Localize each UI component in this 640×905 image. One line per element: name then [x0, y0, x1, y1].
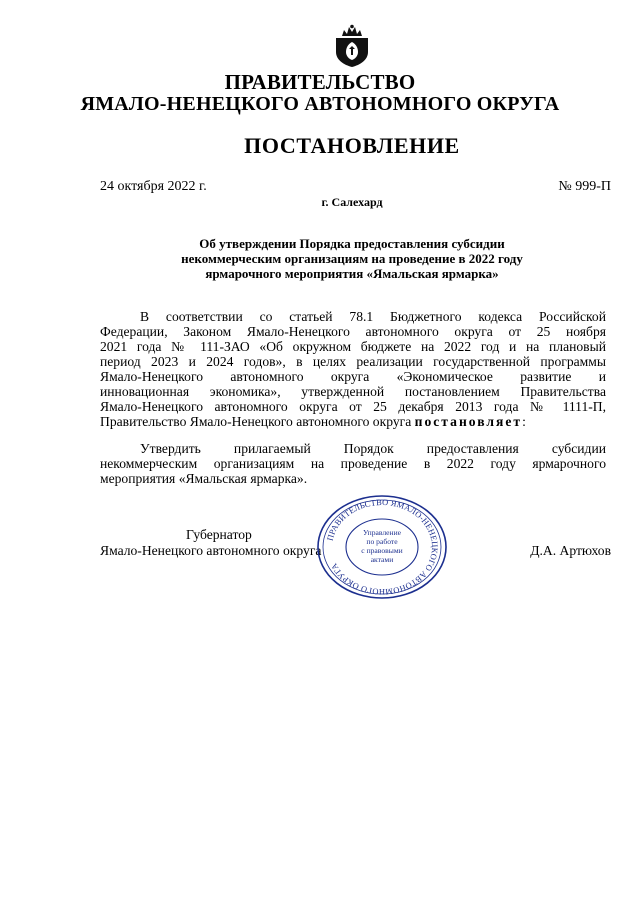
paragraph-line: Федерации, Законом Ямало-Ненецкого автономного округа от 25 ноября: [100, 324, 606, 339]
resolution-paragraph: [100, 441, 606, 486]
paragraph-line: Утвердить прилагаемый Порядок предоставления субсидии: [140, 441, 606, 456]
paragraph-line: Ямало-Ненецкого автономного округа от 25 декабря 2013 года № 1111-П,: [100, 399, 606, 414]
coat-of-arms-icon: [334, 24, 370, 68]
signatory-region: Ямало-Ненецкого автономного округа: [100, 543, 322, 558]
paragraph-line: мероприятия «Ямальская ярмарка».: [100, 471, 308, 486]
paragraph-line: инновационная экономика», утвержденной постановлением Правительства: [100, 384, 606, 399]
signatory-title: Губернатор: [186, 527, 252, 542]
paragraph-line: В соответствии со статьей 78.1 Бюджетного кодекса Российской: [140, 309, 606, 324]
stamp-ring-text: ПРАВИТЕЛЬСТВО ЯМАЛО-НЕНЕЦКОГО АВТОНОМНОГО ОКРУГА: [325, 497, 440, 597]
subject-line: некоммерческим организациям на проведение в 2022 году: [181, 251, 523, 266]
subject-line: Об утверждении Порядка предоставления субсидии: [199, 236, 505, 251]
paragraph-line: Правительство Ямало-Ненецкого автономного округа постановляет:: [100, 414, 526, 429]
subject-line: ярмарочного мероприятия «Ямальская ярмарка»: [205, 266, 499, 281]
paragraph-line: Ямало-Ненецкого автономного округа «Экономическое развитие и: [100, 369, 606, 384]
organization-region: ЯМАЛО-НЕНЕЦКОГО АВТОНОМНОГО ОКРУГА: [80, 93, 560, 115]
stamp-center-line: с правовыми: [361, 546, 403, 555]
document-subject: [0, 236, 640, 281]
stamp-center-line: по работе: [366, 537, 398, 546]
signatory-name: Д.А. Артюхов: [530, 543, 611, 558]
paragraph-line: период 2023 и 2024 годов», в целях реализации государственной программы: [100, 354, 606, 369]
official-stamp: [316, 494, 448, 600]
paragraph-line: 2021 года № 111-ЗАО «Об окружном бюджете на 2022 год и на плановый: [100, 339, 606, 354]
document-number: № 999-П: [558, 179, 611, 194]
document-type: ПОСТАНОВЛЕНИЕ: [244, 133, 460, 158]
document-city: г. Салехард: [321, 195, 383, 209]
preamble-paragraph: [100, 309, 606, 429]
organization-title: ПРАВИТЕЛЬСТВО: [224, 70, 416, 94]
stamp-center-line: актами: [370, 555, 394, 564]
resolution-verb: постановляет: [414, 414, 523, 429]
paragraph-line: некоммерческим организациям на проведение в 2022 году ярмарочного: [100, 456, 606, 471]
document-date: 24 октября 2022 г.: [100, 179, 207, 194]
stamp-center-line: Управление: [362, 528, 402, 537]
